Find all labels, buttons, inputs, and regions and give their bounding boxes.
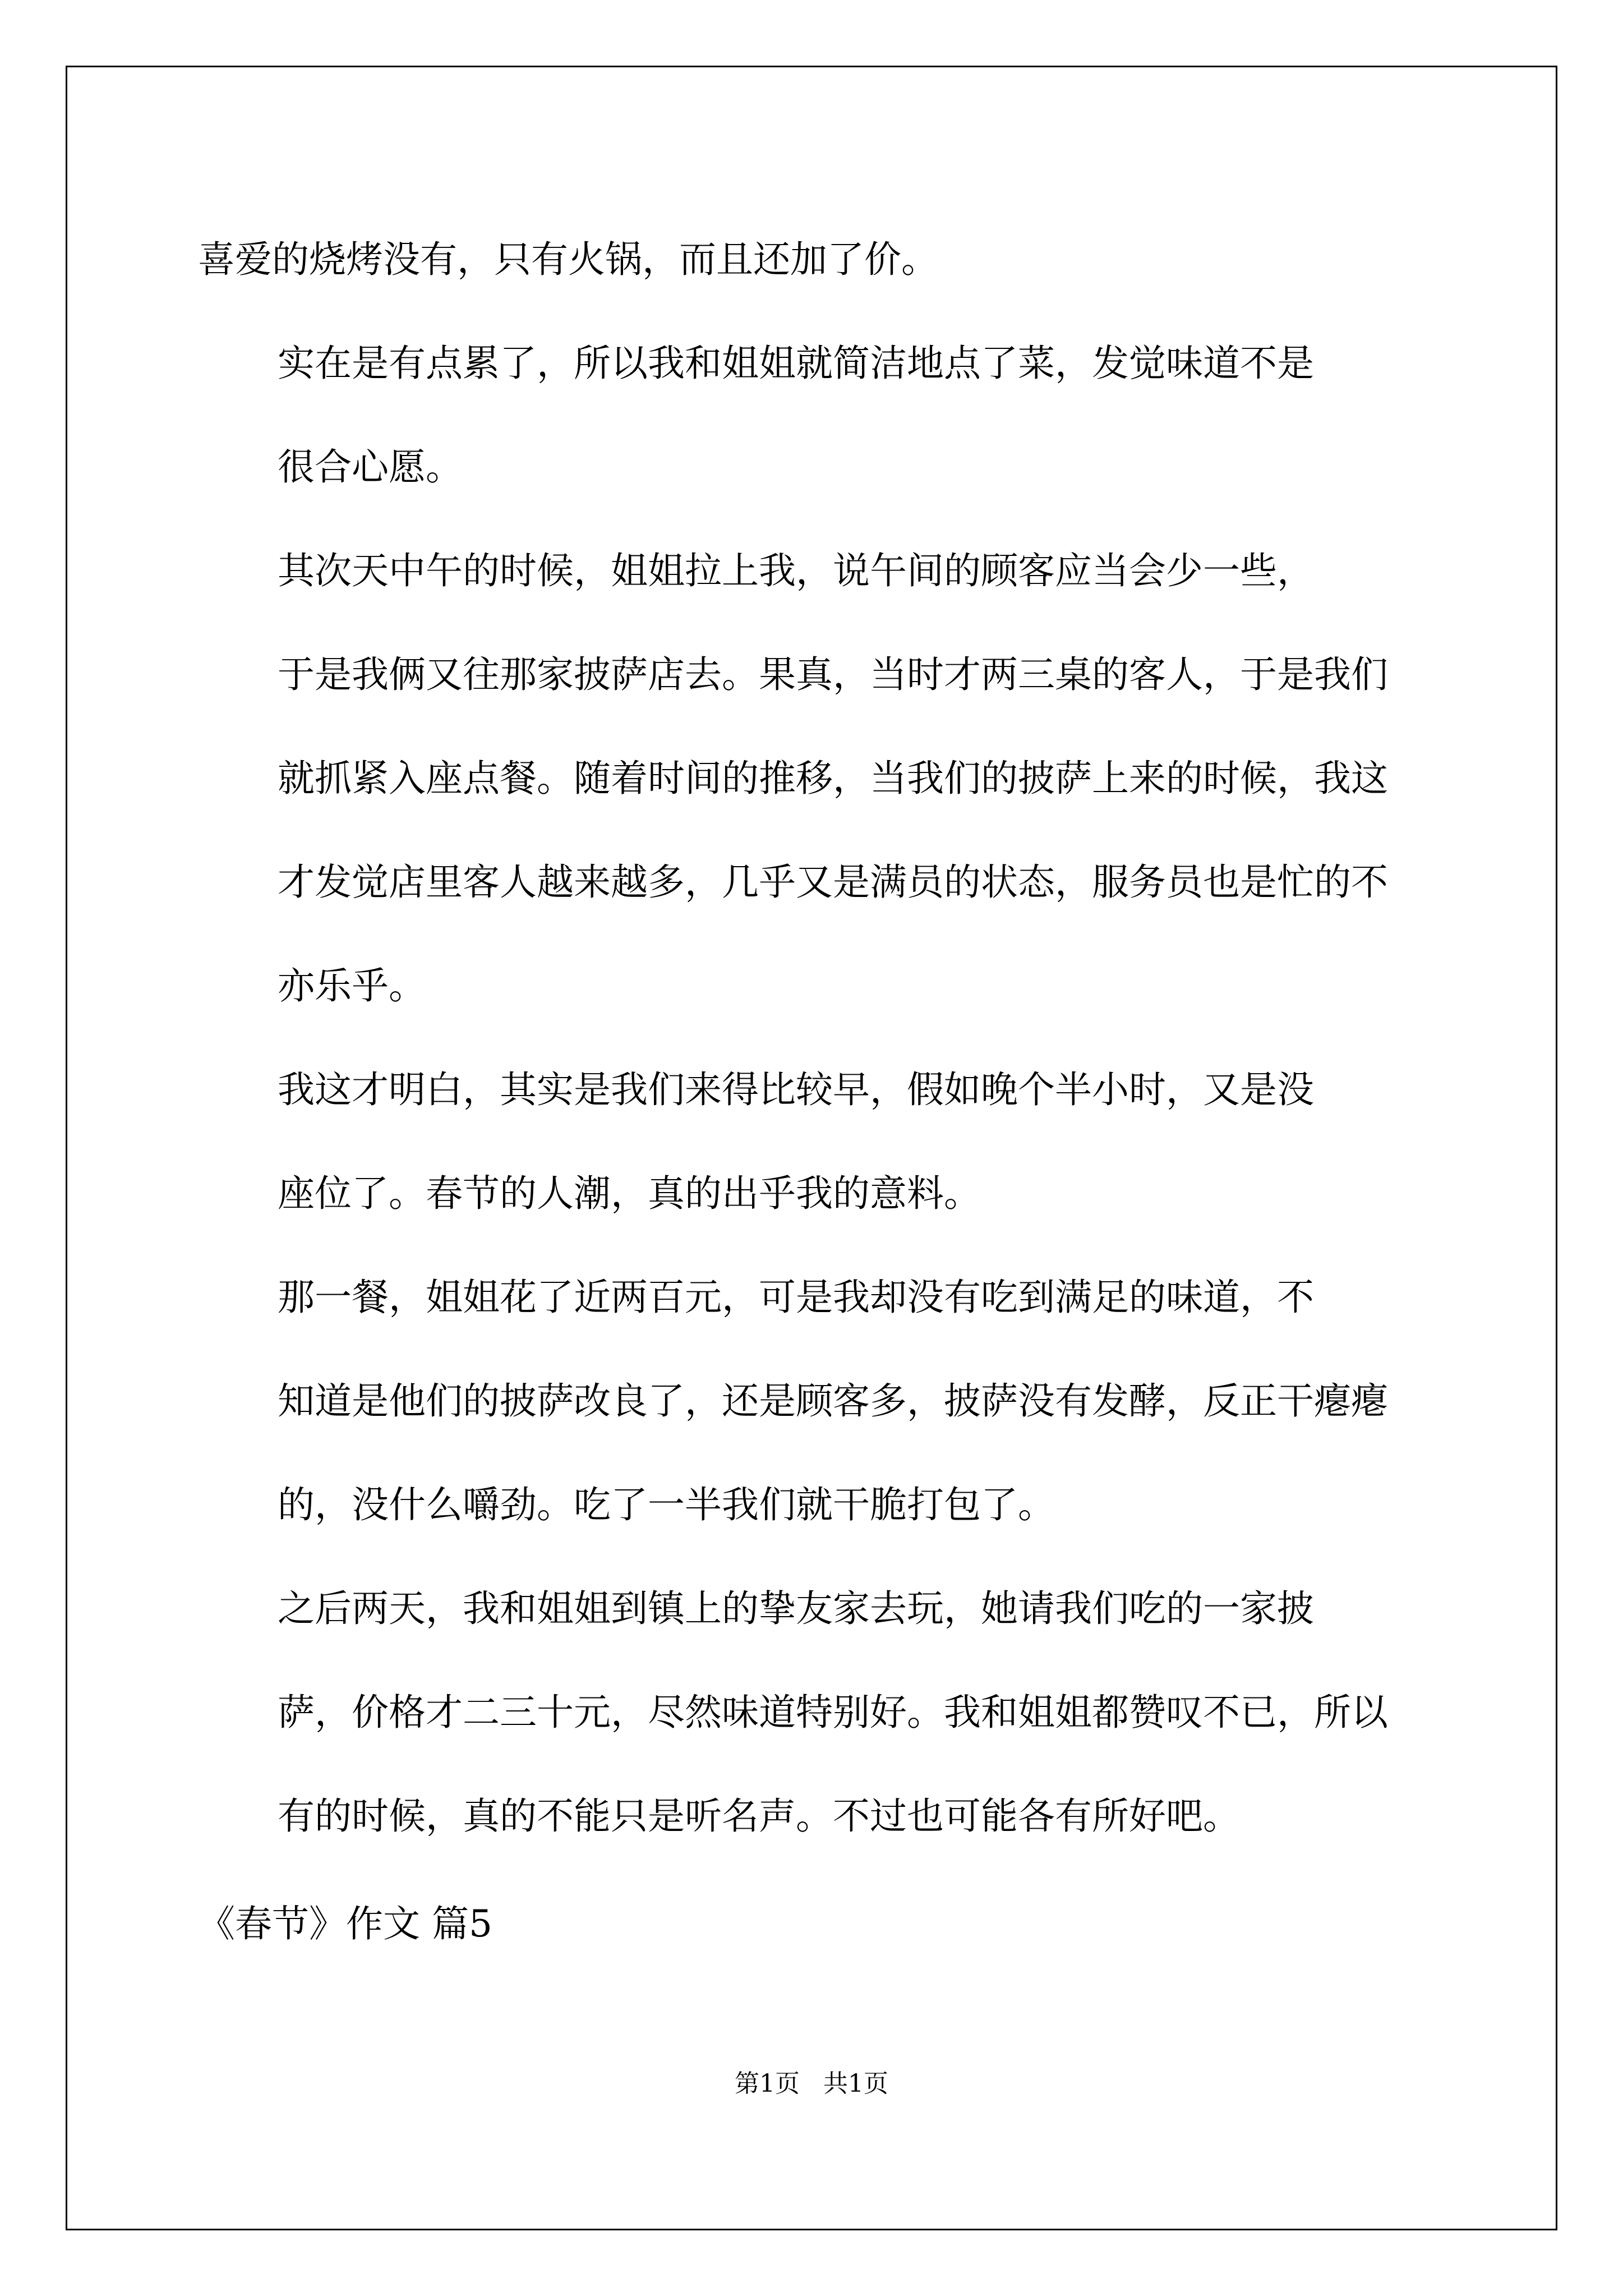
paragraph	[198, 519, 1432, 1038]
text-line: 其次天中午的时候，姐姐拉上我，说午间的顾客应当会少一些，	[278, 549, 1314, 592]
text-line: 萨，价格才二三十元，尽然味道特别好。我和姐姐都赞叹不已，所以	[278, 1691, 1388, 1734]
paragraph	[198, 311, 1432, 519]
text-line: 那一餐，姐姐花了近两百元，可是我却没有吃到满足的味道，不	[278, 1276, 1314, 1319]
text-line: 就抓紧入座点餐。随着时间的推移，当我们的披萨上来的时候，我这	[278, 757, 1388, 800]
page-footer: 第1页 共1页	[735, 2069, 888, 2098]
text-line: 我这才明白，其实是我们来得比较早，假如晚个半小时，又是没	[278, 1068, 1314, 1111]
text-line: 座位了。春节的人潮，真的出乎我的意料。	[278, 1172, 981, 1215]
text-line: 喜爱的烧烤没有，只有火锅，而且还加了价。	[198, 238, 938, 281]
body-text	[198, 208, 1432, 1868]
text-line: 很合心愿。	[278, 445, 463, 489]
paragraph	[198, 208, 1432, 311]
text-line: 的，没什么嚼劲。吃了一半我们就干脆打包了。	[278, 1483, 1055, 1526]
text-line: 实在是有点累了，所以我和姐姐就简洁地点了菜，发觉味道不是	[278, 342, 1314, 385]
text-line: 有的时候，真的不能只是听名声。不过也可能各有所好吧。	[278, 1795, 1240, 1838]
text-line: 才发觉店里客人越来越多，几乎又是满员的状态，服务员也是忙的不	[278, 861, 1388, 904]
paragraph	[198, 1245, 1432, 1557]
paragraph	[198, 1557, 1432, 1868]
text-line: 之后两天，我和姐姐到镇上的挚友家去玩，她请我们吃的一家披	[278, 1587, 1314, 1630]
text-line: 于是我俩又往那家披萨店去。果真，当时才两三桌的客人，于是我们	[278, 653, 1388, 696]
text-line: 知道是他们的披萨改良了，还是顾客多，披萨没有发酵，反正干瘪瘪	[278, 1379, 1388, 1423]
text-line: 亦乐乎。	[278, 964, 426, 1007]
paragraph	[198, 1038, 1432, 1245]
section-heading: 《春节》作文 篇5	[198, 1902, 492, 1945]
